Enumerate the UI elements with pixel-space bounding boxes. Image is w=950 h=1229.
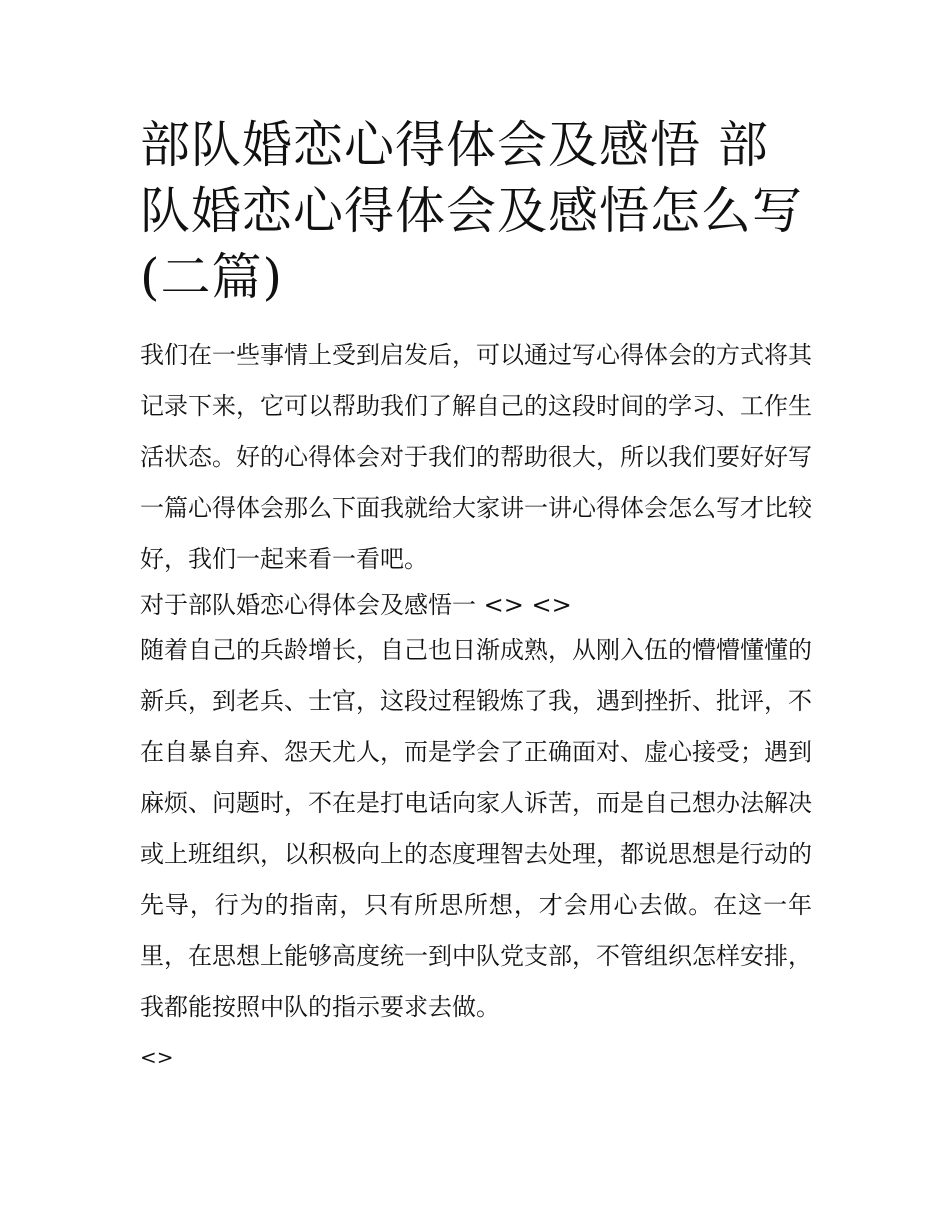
document-title: 部队婚恋心得体会及感悟 部队婚恋心得体会及感悟怎么写(二篇) — [140, 116, 803, 306]
document-page — [140, 112, 812, 1077]
section-heading: 对于部队婚恋心得体会及感悟一 <> <> — [140, 591, 572, 619]
intro-paragraph: 我们在一些事情上受到启发后，可以通过写心得体会的方式将其记录下来，它可以帮助我们了解自己的这段时间的学习、工作生活状态。好的心得体会对于我们的帮助很大，所以我们要好好写一篇心得体会那么下面我就给大家讲一讲心得体会怎么写才比较好，我们一起来看一看吧。 — [140, 341, 812, 573]
section-body-paragraph: 随着自己的兵龄增长，自己也日渐成熟，从刚入伍的懵懵懂懂的新兵，到老兵、士官，这段过程锻炼了我，遇到挫折、批评，不在自暴自弃、怨天尤人，而是学会了正确面对、虚心接受；遇到麻烦、问题时，不在是打电话向家人诉苦，而是自己想办法解决或上班组织，以积极向上的态度理智去处理，都说思想是行动的先导，行为的指南，只有所思所想，才会用心去做。在这一年里，在思想上能够高度统一到中队党支部，不管组织怎样安排，我都能按照中队的指示要求去做。 — [140, 636, 812, 1021]
trailing-marker: <> — [140, 1045, 174, 1069]
